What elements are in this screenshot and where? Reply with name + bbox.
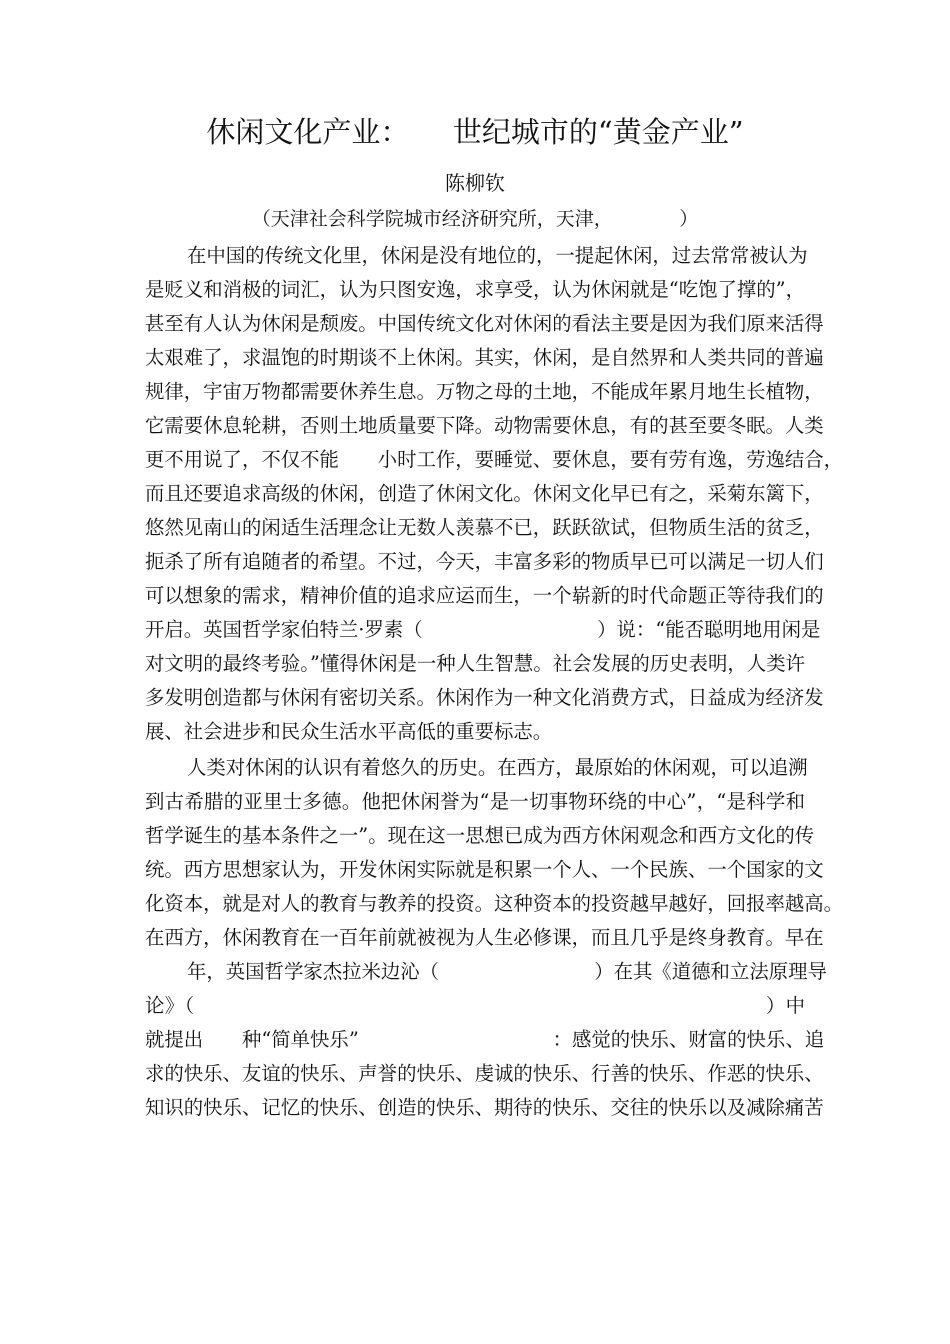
body-line: 年，英国哲学家杰拉米边沁（ ）在其《道德和立法原理导 [187,960,827,983]
body-line: 扼杀了所有追随者的希望。不过，今天，丰富多彩的物质早已可以满足一切人们 [145,550,824,573]
body-line: 在中国的传统文化里，休闲是没有地位的，一提起休闲，过去常常被认为 [187,244,808,267]
body-line: 悠然见南山的闲适生活理念让无数人羡慕不已，跃跃欲试，但物质生活的贫乏， [145,516,824,539]
body-line: 化资本，就是对人的教育与教养的投资。这种资本的投资越早越好，回报率越高。 [145,892,844,915]
author-affiliation: （天津社会科学院城市经济研究所，天津， ） [251,208,699,230]
body-line: 展、社会进步和民众生活水平高低的重要标志。 [145,720,553,743]
body-line: 太艰难了，求温饱的时期谈不上休闲。其实，休闲，是自然界和人类共同的普遍 [145,346,824,369]
body-line: 就提出 种“简单快乐” ：感觉的快乐、财富的快乐、追 [145,1028,825,1051]
body-line: 统。西方思想家认为，开发休闲实际就是积累一个人、一个民族、一个国家的文 [145,858,824,881]
document-title: 休闲文化产业： 世纪城市的“黄金产业” [206,115,744,149]
body-line: 知识的快乐、记忆的快乐、创造的快乐、期待的快乐、交往的快乐以及减除痛苦 [145,1096,824,1119]
body-line: 是贬义和消极的词汇，认为只图安逸，求享受，认为休闲就是“吃饱了撑的”， [145,278,805,301]
body-line: 多发明创造都与休闲有密切关系。休闲作为一种文化消费方式，日益成为经济发 [145,686,824,709]
body-line: 人类对休闲的认识有着悠久的历史。在西方，最原始的休闲观，可以追溯 [187,756,808,779]
body-line: 开启。英国哲学家伯特兰·罗素（ ）说：“能否聪明地用闲是 [145,618,821,641]
body-line: 到古希腊的亚里士多德。他把休闲誉为“是一切事物环绕的中心”，“是科学和 [145,790,805,813]
body-line: 求的快乐、友谊的快乐、声誉的快乐、虔诚的快乐、行善的快乐、作恶的快乐、 [145,1062,824,1085]
body-line: 可以想象的需求，精神价值的追求应运而生，一个崭新的时代命题正等待我们的 [145,584,824,607]
body-line: 规律，宇宙万物都需要休养生息。万物之母的土地，不能成年累月地生长植物， [145,380,824,403]
body-line: 论》（ ）中 [145,994,805,1017]
author-name: 陈柳钦 [445,171,505,195]
body-line: 更不用说了，不仅不能 小时工作，要睡觉、要休息，要有劳有逸，劳逸结合， [145,448,844,471]
body-line: 对文明的最终考验。”懂得休闲是一种人生智慧。社会发展的历史表明，人类许 [145,652,805,675]
body-line: 在西方，休闲教育在一百年前就被视为人生必修课，而且几乎是终身教育。早在 [145,926,824,949]
body-line: 而且还要追求高级的休闲，创造了休闲文化。休闲文化早已有之，采菊东篱下， [145,482,824,505]
body-line: 甚至有人认为休闲是颓废。中国传统文化对休闲的看法主要是因为我们原来活得 [145,312,824,335]
body-line: 哲学诞生的基本条件之一”。现在这一思想已成为西方休闲观念和西方文化的传 [145,824,815,847]
body-line: 它需要休息轮耕，否则土地质量要下降。动物需要休息，有的甚至要冬眠。人类 [145,414,824,437]
